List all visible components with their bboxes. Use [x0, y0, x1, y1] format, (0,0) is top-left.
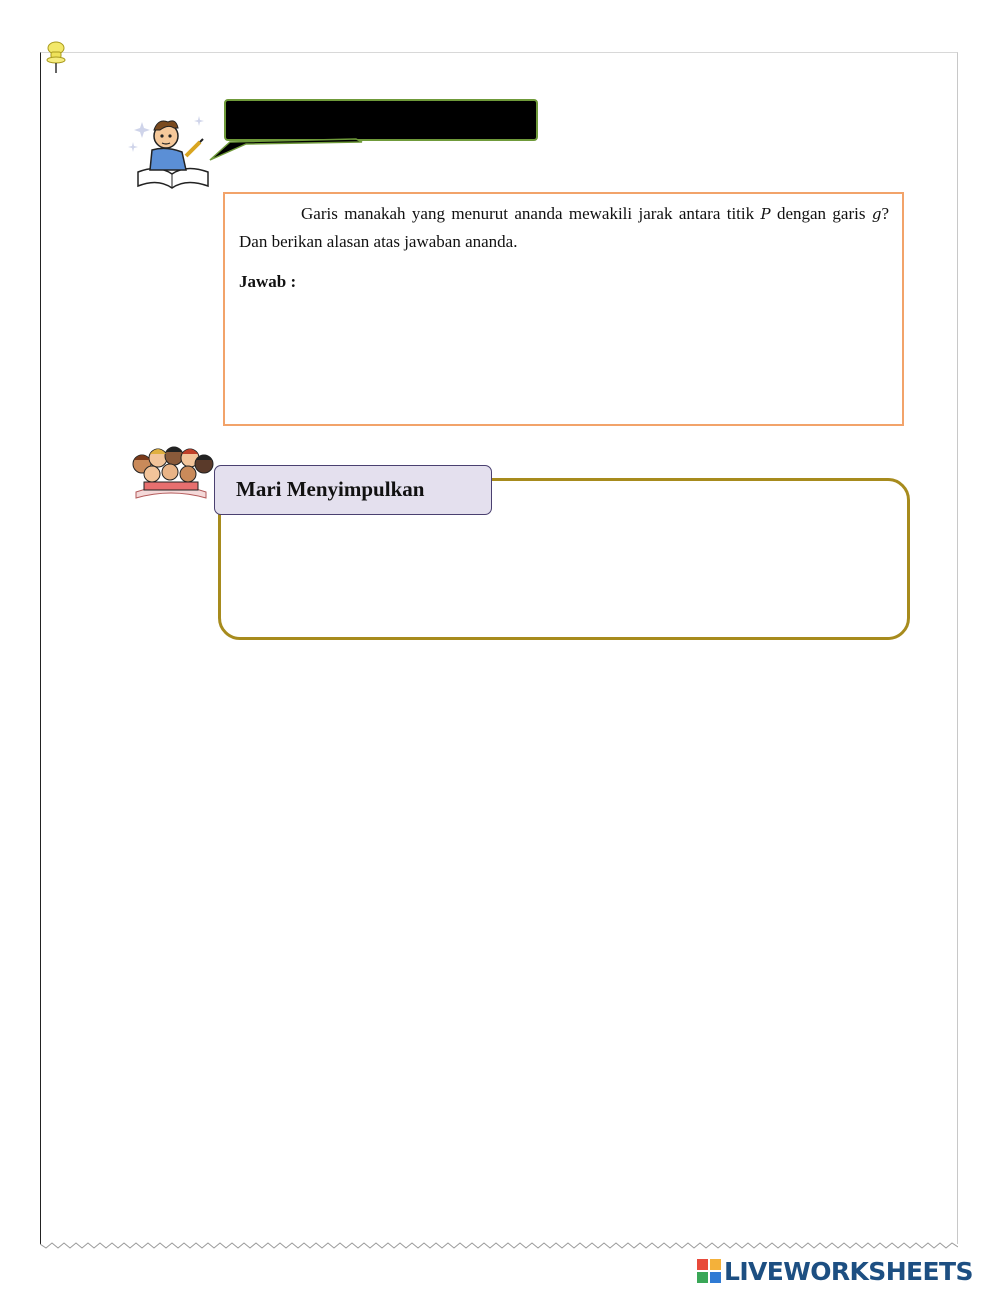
question-text: Garis manakah yang menurut ananda mewakili jarak antara titik P dengan garis g? Dan berikan alasan atas jawaban ananda. — [239, 204, 889, 251]
pushpin-icon — [44, 40, 68, 74]
liveworksheets-logo-icon — [697, 1259, 721, 1283]
summary-title: Mari Menyimpulkan — [214, 465, 492, 515]
speech-bubble-tail — [206, 136, 366, 162]
variable-g: g — [871, 205, 882, 223]
liveworksheets-brand — [697, 1256, 973, 1286]
question-box — [223, 192, 904, 426]
children-reading-clipart-icon — [126, 440, 216, 500]
brand-name: LIVEWORKSHEETS — [724, 1256, 973, 1286]
answer-label: Jawab : — [239, 272, 297, 291]
title-speech-bubble — [224, 99, 538, 141]
variable-p: P — [760, 205, 771, 223]
torn-page-edge — [40, 1238, 958, 1254]
student-writing-clipart-icon — [128, 112, 216, 190]
